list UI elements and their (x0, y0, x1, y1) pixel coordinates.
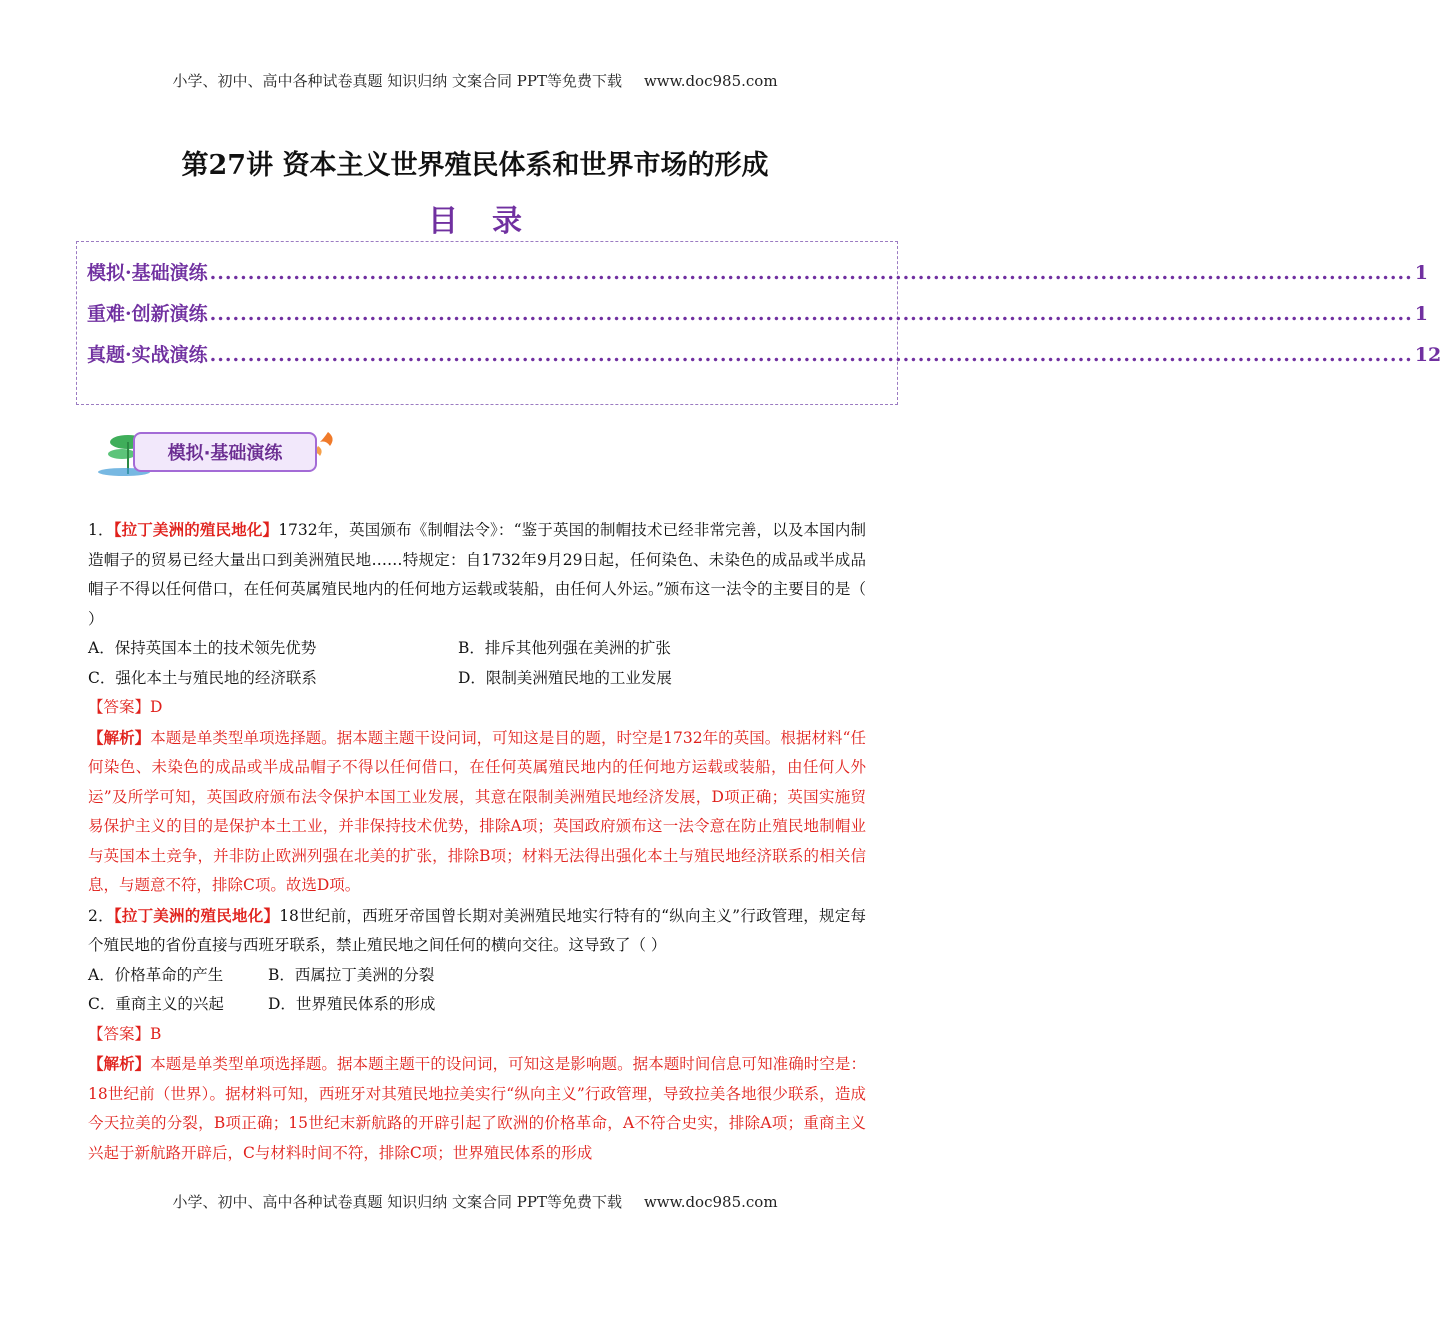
toc-page-number: 1 (1414, 262, 1428, 284)
analysis-paragraph (88, 1049, 866, 1168)
toc-item-label: 重难·创新演练 (87, 303, 208, 325)
page-header (0, 70, 950, 91)
toc-item[interactable] (87, 258, 1428, 285)
header-url[interactable]: www.doc985.com (643, 72, 778, 90)
option-b[interactable]: B．排斥其他列强在美洲的扩张 (458, 639, 671, 657)
toc-heading: 目录 (428, 204, 556, 239)
answer-line (88, 1020, 866, 1050)
option-row (88, 634, 866, 664)
option-row (88, 990, 866, 1020)
option-row (88, 961, 866, 991)
answer-label: 【答案】 (88, 698, 151, 716)
page-title: 第27讲 资本主义世界殖民体系和世界市场的形成 (181, 150, 769, 181)
option-row (88, 664, 866, 694)
question-topic-tag: 【拉丁美洲的殖民地化】 (113, 520, 279, 539)
section-banner: 模拟·基础演练 (133, 432, 317, 472)
question-number: 1． (88, 521, 114, 539)
option-a[interactable]: A．价格革命的产生 (88, 965, 224, 984)
header-text: 小学、初中、高中各种试卷真题 知识归纳 文案合同 PPT等免费下载 (172, 72, 622, 90)
question-text: 1732年，英国颁布《制帽法令》：“鉴于英国的制帽技术已经非常完善，以及本国内制造帽子的贸易已经大量出口到美洲殖民地……特规定：自1732年9月29日起，任何染色、未染色的成品或半成品帽子不得以任何借口，在任何英属殖民地内的任何地方运载或装船，由任何人外运。”颁布这一法令的主要目的是（ ） (88, 521, 866, 628)
footer-text: 小学、初中、高中各种试卷真题 知识归纳 文案合同 PPT等免费下载 (172, 1193, 622, 1211)
option-d[interactable]: D．限制美洲殖民地的工业发展 (458, 668, 672, 687)
answer-value: B (150, 1024, 162, 1043)
fish-icon (320, 432, 333, 446)
toc-leader: .............................................................................................................................................................. (209, 303, 1413, 325)
question-stem (88, 901, 866, 961)
analysis-paragraph (88, 723, 866, 901)
toc-page-number: 12 (1414, 344, 1441, 366)
question-list (88, 515, 866, 1168)
option-d[interactable]: D．世界殖民体系的形成 (268, 995, 436, 1013)
analysis-label: 【解析】 (88, 1054, 151, 1073)
table-of-contents (76, 241, 1441, 405)
toc-leader: .............................................................................................................................................................. (209, 262, 1413, 284)
page-footer (0, 1191, 950, 1212)
answer-label: 【答案】 (88, 1024, 151, 1043)
analysis-text: 本题是单类型单项选择题。据本题主题干的设问词，可知这是影响题。据本题时间信息可知准确时空是：18世纪前（世界）。据材料可知，西班牙对其殖民地拉美实行“纵向主义”行政管理，导致拉美各地很少联系，造成今天拉美的分裂，B项正确；15世纪末新航路的开辟引起了欧洲的价格革命，A不符合史实，排除A项；重商主义兴起于新航路开辟后，C与材料时间不符，排除C项；世界殖民体系的形成 (88, 1055, 866, 1162)
toc-leader: .............................................................................................................................................................. (209, 344, 1413, 366)
toc-item[interactable] (87, 299, 1428, 326)
question-stem (88, 515, 866, 634)
option-a[interactable]: A．保持英国本土的技术领先优势 (88, 639, 317, 657)
question-number: 2． (88, 906, 114, 925)
toc-item-label: 真题·实战演练 (87, 344, 208, 366)
question-topic-tag: 【拉丁美洲的殖民地化】 (113, 905, 280, 925)
toc-item[interactable] (87, 340, 1441, 367)
question-text: 18世纪前，西班牙帝国曾长期对美洲殖民地实行特有的“纵向主义”行政管理，规定每个殖民地的省份直接与西班牙联系，禁止殖民地之间任何的横向交往。这导致了（ ） (88, 906, 866, 954)
analysis-text: 本题是单类型单项选择题。据本题主题干设问词，可知这是目的题，时空是1732年的英国。根据材料“任何染色、未染色的成品或半成品帽子不得以任何借口，在任何英属殖民地内的任何地方运载或装船，由任何人外运”及所学可知，英国政府颁布法令保护本国工业发展，其意在限制美洲殖民地经济发展，D项正确；英国实施贸易保护主义的目的是保护本土工业，并非保持技术优势，排除A项；英国政府颁布这一法令意在防止殖民地制帽业与英国本土竞争，并非防止欧洲列强在北美的扩张，排除B项；材料无法得出强化本土与殖民地经济联系的相关信息，与题意不符，排除C项。故选D项。 (88, 728, 866, 894)
toc-item-label: 模拟·基础演练 (87, 262, 208, 284)
option-b[interactable]: B．西属拉丁美洲的分裂 (268, 965, 435, 984)
option-c[interactable]: C．重商主义的兴起 (88, 995, 224, 1013)
toc-page-number: 1 (1414, 303, 1428, 325)
analysis-label: 【解析】 (88, 727, 151, 747)
option-c[interactable]: C．强化本土与殖民地的经济联系 (88, 668, 317, 687)
footer-url[interactable]: www.doc985.com (643, 1193, 778, 1211)
answer-line (88, 693, 866, 723)
answer-value: D (150, 698, 163, 716)
